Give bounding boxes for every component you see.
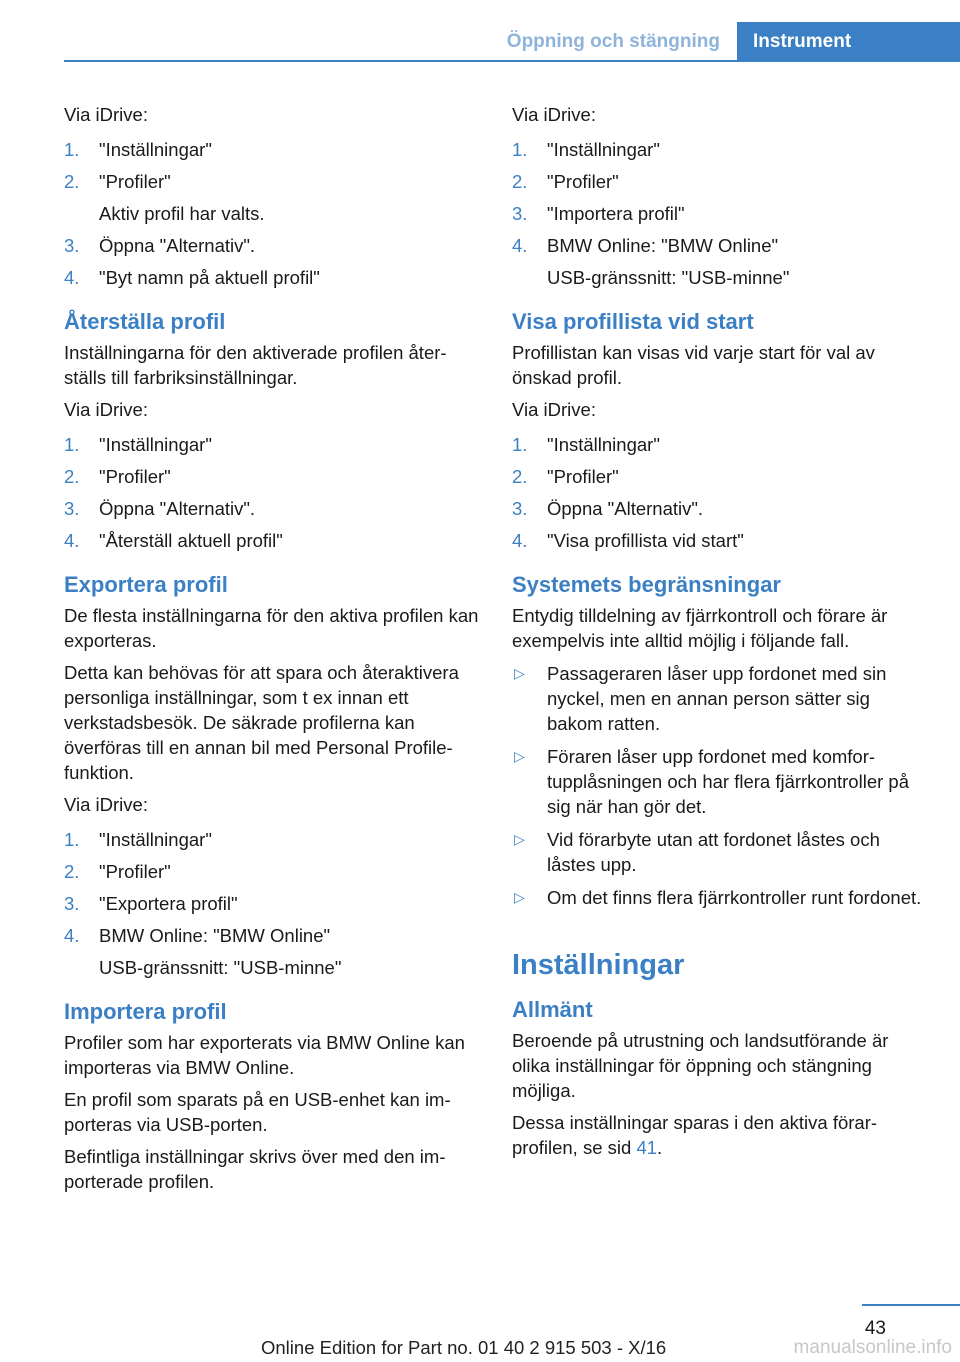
list-item: 4. BMW Online: "BMW Online" USB-gränssnitt: "USB-minne" [64, 925, 342, 978]
triangle-bullet-icon: ▷ [514, 831, 525, 847]
heading-reset-profile: Återställa profil [64, 309, 226, 334]
list-item: 3. "Importera profil" [512, 203, 685, 224]
list-item: 3. Öppna "Alternativ". [512, 498, 704, 519]
heading-show-profile-list: Visa profillista vid start [512, 309, 754, 334]
paragraph: Inställningarna för den aktiverade profilen återställs till farbriksinställningar. [64, 342, 447, 388]
right-column [512, 102, 928, 1167]
list-item: 4. "Visa profillista vid start" [512, 530, 744, 551]
triangle-bullet-icon: ▷ [514, 748, 525, 764]
bullet-item: ▷ Passageraren låser upp fordonet med sin nyckel, men en annan person sätter sig bakom ratten. [514, 663, 887, 734]
paragraph: Dessa inställningar sparas i den aktiva förarprofilen, se sid 41. [512, 1112, 878, 1158]
bullet-item: ▷ Om det finns flera fjärrkontroller runt fordonet. [514, 887, 922, 908]
watermark: manualsonline.info [793, 1337, 952, 1358]
heading-export-profile: Exportera profil [64, 572, 228, 597]
paragraph: Befintliga inställningar skrivs över med den importerade profilen. [64, 1146, 446, 1192]
rename-steps [64, 137, 480, 290]
list-item: 4. BMW Online: "BMW Online" USB-gränssnitt: "USB-minne" [512, 235, 790, 288]
intro-text: Via iDrive: [64, 104, 148, 125]
list-item: 1. "Inställningar" [64, 829, 212, 850]
list-item: 2. "Profiler" [64, 861, 171, 882]
header-rule [64, 60, 960, 62]
page-link[interactable]: 41 [636, 1137, 658, 1158]
list-item: 4. "Byt namn på aktuell profil" [64, 267, 320, 288]
paragraph: De flesta inställningarna för den aktiva profilen kan exporteras. [64, 605, 479, 651]
left-column [64, 102, 480, 1201]
section-tab[interactable]: Instrument [737, 22, 960, 62]
list-item: 3. Öppna "Alternativ". [64, 498, 256, 519]
paragraph: Profiler som har exporterats via BMW Online kan importeras via BMW Online. [64, 1032, 465, 1078]
list-item: 3. "Exportera profil" [64, 893, 238, 914]
list-item: 2. "Profiler" [64, 466, 171, 487]
show-list-steps [512, 432, 928, 553]
paragraph: Via iDrive: [512, 399, 596, 420]
paragraph: Detta kan behövas för att spara och återaktivera personliga inställningar, som t ex innan ett verkstadsbesök. De säkrade profilerna kan överföras till en annan bil med Personal Profile-funktion. [64, 662, 459, 783]
paragraph: Via iDrive: [64, 794, 148, 815]
list-item: 1. "Inställningar" [64, 139, 212, 160]
heading-system-limits: Systemets begränsningar [512, 572, 781, 597]
paragraph: Beroende på utrustning och landsutförande är olika inställningar för öppning och stängning möjliga. [512, 1030, 889, 1101]
page-number: 43 [864, 1318, 886, 1339]
heading-general: Allmänt [512, 997, 593, 1022]
list-item: 1. "Inställningar" [64, 434, 212, 455]
import-steps [512, 137, 928, 290]
triangle-bullet-icon: ▷ [514, 665, 525, 681]
triangle-bullet-icon: ▷ [514, 889, 525, 905]
paragraph: En profil som sparats på en USB-enhet kan importeras via USB-porten. [64, 1089, 451, 1135]
heading-settings: Inställningar [512, 949, 685, 981]
bullet-item: ▷ Vid förarbyte utan att fordonet låstes och låstes upp. [514, 829, 880, 875]
list-item: 4. "Återställ aktuell profil" [64, 530, 283, 551]
list-item: 1. "Inställningar" [512, 434, 660, 455]
list-item: 2. "Profiler" [512, 466, 619, 487]
paragraph: Profillistan kan visas vid varje start för val av önskad profil. [512, 342, 875, 388]
list-item: 2. "Profiler" Aktiv profil har valts. [64, 171, 265, 224]
reset-steps [64, 432, 480, 553]
list-item: 3. Öppna "Alternativ". [64, 235, 256, 256]
chapter-title: Öppning och stängning [506, 31, 720, 52]
list-item: 1. "Inställningar" [512, 139, 660, 160]
edition-text: Online Edition for Part no. 01 40 2 915 503 - X/16 [261, 1337, 667, 1358]
heading-import-profile: Importera profil [64, 999, 227, 1024]
limits-bullets [512, 661, 928, 910]
list-item: 2. "Profiler" [512, 171, 619, 192]
export-steps [64, 827, 480, 980]
footer-rule [862, 1304, 960, 1306]
intro-text: Via iDrive: [512, 104, 596, 125]
paragraph: Entydig tilldelning av fjärrkontroll och förare är exempelvis inte alltid möjlig i följande fall. [512, 605, 888, 651]
paragraph: Via iDrive: [64, 399, 148, 420]
bullet-item: ▷ Föraren låser upp fordonet med komfortupplåsningen och har flera fjärrkontroller på sig när han gör det. [514, 746, 909, 817]
